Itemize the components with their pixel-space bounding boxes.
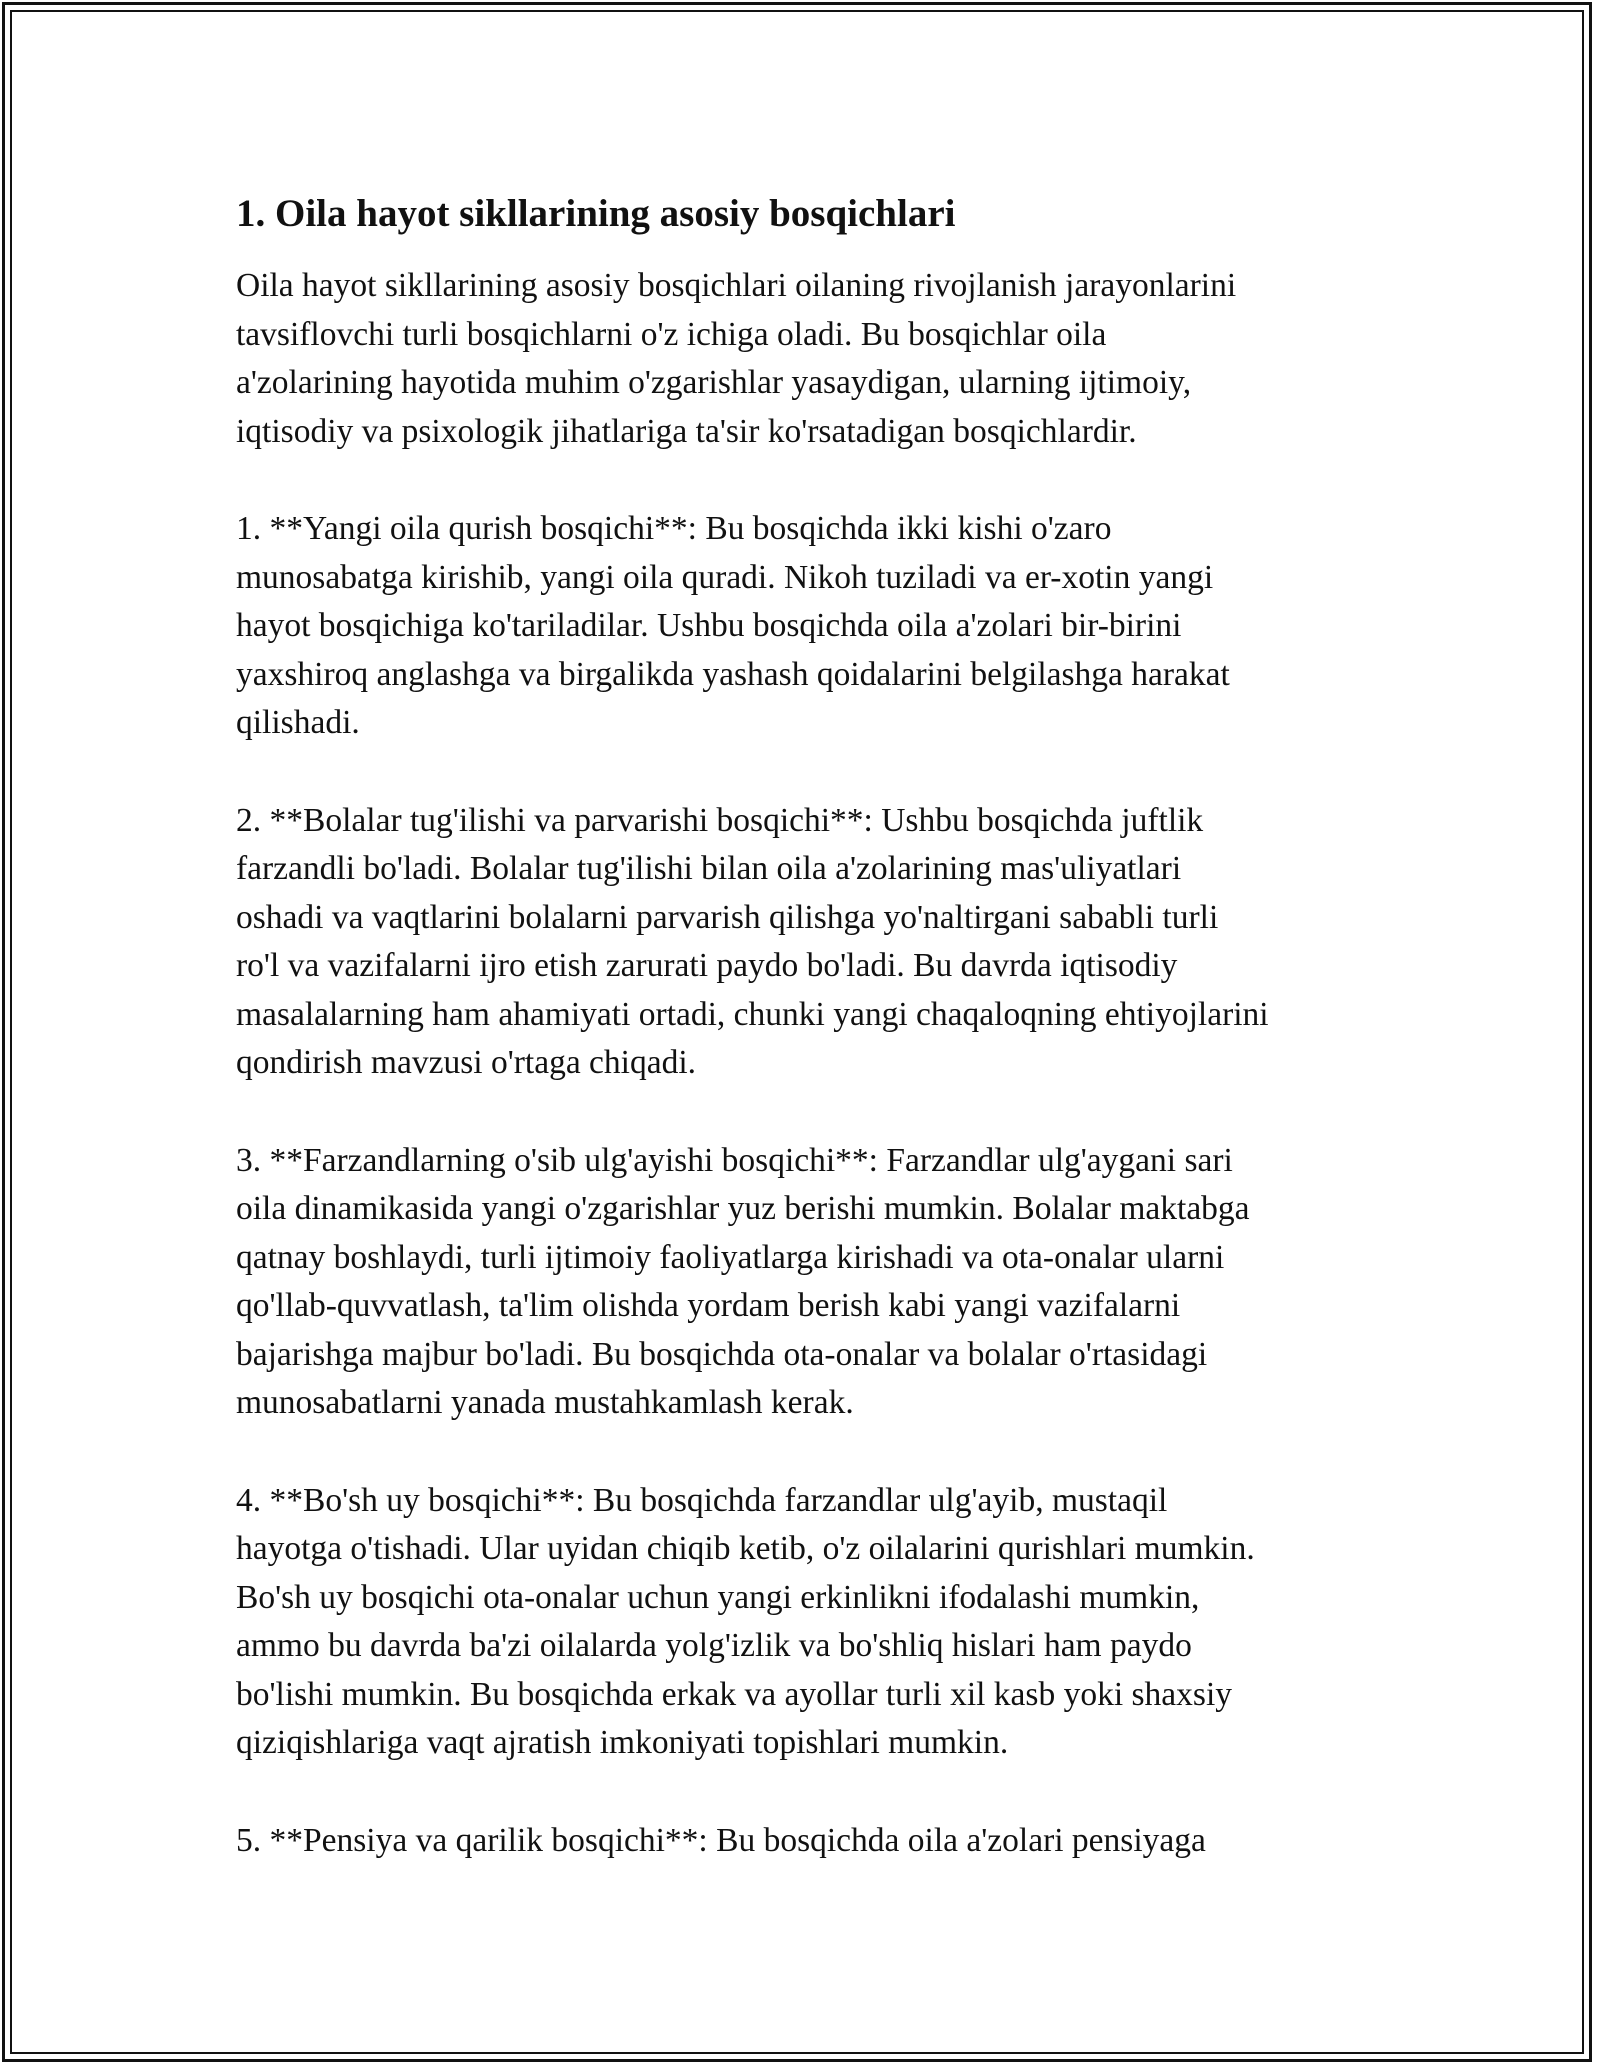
- text-line: 3. **Farzandlarning o'sib ulg'ayishi bosqichi**: Farzandlar ulg'aygani sari: [236, 1141, 1233, 1179]
- section-heading: 1. Oila hayot sikllarining asosiy bosqichlari: [236, 192, 956, 235]
- stage-3-paragraph: [236, 1137, 1386, 1428]
- text-line: bo'lishi mumkin. Bu bosqichda erkak va ayollar turli xil kasb yoki shaxsiy: [236, 1675, 1233, 1713]
- text-line: qiziqishlariga vaqt ajratish imkoniyati topishlari mumkin.: [236, 1724, 1009, 1761]
- text-line: qilishadi.: [236, 704, 360, 741]
- text-line: qo'llab-quvvatlash, ta'lim olishda yordam berish kabi yangi vazifalarni: [236, 1287, 1181, 1324]
- stage-1-paragraph: [236, 505, 1386, 748]
- text-line: qatnay boshlaydi, turli ijtimoiy faoliyatlarga kirishadi va ota-onalar ularni: [236, 1238, 1225, 1276]
- text-line: Bo'sh uy bosqichi ota-onalar uchun yangi erkinlikni ifodalashi mumkin,: [236, 1578, 1200, 1616]
- document-body: [236, 186, 1386, 1914]
- text-line: a'zolarining hayotida muhim o'zgarishlar yasaydigan, ularning ijtimoiy,: [236, 364, 1192, 401]
- stage-4-paragraph: [236, 1477, 1386, 1768]
- text-line: munosabatlarni yanada mustahkamlash kerak.: [236, 1384, 854, 1421]
- text-line: 1. **Yangi oila qurish bosqichi**: Bu bosqichda ikki kishi o'zaro: [236, 510, 1112, 547]
- stage-5-paragraph: [236, 1817, 1386, 1866]
- intro-paragraph: [236, 262, 1386, 456]
- text-line: tavsiflovchi turli bosqichlarni o'z ichiga oladi. Bu bosqichlar oila: [236, 315, 1107, 353]
- text-line: Oila hayot sikllarining asosiy bosqichlari oilaning rivojlanish jarayonlarini: [236, 267, 1237, 304]
- text-line: farzandli bo'ladi. Bolalar tug'ilishi bilan oila a'zolarining mas'uliyatlari: [236, 850, 1182, 887]
- text-line: ammo bu davrda ba'zi oilalarda yolg'izlik va bo'shliq hislari ham paydo: [236, 1627, 1192, 1664]
- stage-2-paragraph: [236, 797, 1386, 1088]
- text-line: 4. **Bo'sh uy bosqichi**: Bu bosqichda farzandlar ulg'ayib, mustaqil: [236, 1481, 1168, 1519]
- text-line: qondirish mavzusi o'rtaga chiqadi.: [236, 1044, 697, 1081]
- text-line: hayot bosqichiga ko'tariladilar. Ushbu bosqichda oila a'zolari bir-birini: [236, 607, 1182, 644]
- text-line: masalalarning ham ahamiyati ortadi, chunki yangi chaqaloqning ehtiyojlarini: [236, 995, 1269, 1033]
- text-line: oshadi va vaqtlarini bolalarni parvarish qilishga yo'naltirgani sababli turli: [236, 898, 1219, 936]
- text-line: oila dinamikasida yangi o'zgarishlar yuz berishi mumkin. Bolalar maktabga: [236, 1190, 1250, 1227]
- text-line: hayotga o'tishadi. Ular uyidan chiqib ketib, o'z oilalarini qurishlari mumkin.: [236, 1530, 1255, 1567]
- text-line: yaxshiroq anglashga va birgalikda yashash qoidalarini belgilashga harakat: [236, 655, 1230, 693]
- text-line: ro'l va vazifalarni ijro etish zarurati paydo bo'ladi. Bu davrda iqtisodiy: [236, 947, 1178, 984]
- text-line: 2. **Bolalar tug'ilishi va parvarishi bosqichi**: Ushbu bosqichda juftlik: [236, 801, 1204, 839]
- text-line: 5. **Pensiya va qarilik bosqichi**: Bu bosqichda oila a'zolari pensiyaga: [236, 1821, 1206, 1859]
- text-line: bajarishga majbur bo'ladi. Bu bosqichda ota-onalar va bolalar o'rtasidagi: [236, 1335, 1208, 1373]
- text-line: munosabatga kirishib, yangi oila quradi. Nikoh tuziladi va er-xotin yangi: [236, 558, 1214, 596]
- text-line: iqtisodiy va psixologik jihatlariga ta'sir ko'rsatadigan bosqichlardir.: [236, 412, 1137, 450]
